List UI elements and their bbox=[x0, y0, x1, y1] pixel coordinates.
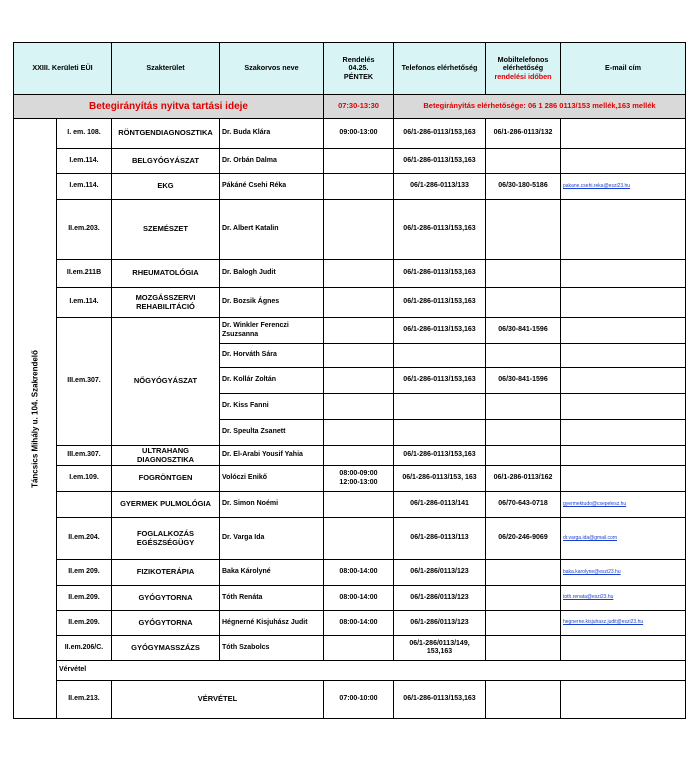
table-row bbox=[14, 586, 686, 611]
room-cell: II.em.209. bbox=[57, 611, 112, 636]
schedule-table bbox=[13, 42, 686, 719]
room-cell: II.em.204. bbox=[57, 518, 112, 560]
banner-phone: Betegirányítás elérhetősége: 06 1 286 0113/153 mellék,163 mellék bbox=[394, 95, 686, 119]
phone-cell: 06/1-286-0113/113 bbox=[394, 518, 486, 560]
section-label: Vérvétel bbox=[57, 661, 686, 681]
hours-cell bbox=[324, 394, 394, 420]
phone-cell: 06/1-286/0113/123 bbox=[394, 560, 486, 586]
email-cell: pakane.csehi.reka@eszi23.hu bbox=[561, 174, 686, 200]
mobile-cell: 06/70-643-0718 bbox=[486, 492, 561, 518]
doctor-cell: Dr. Kollár Zoltán bbox=[220, 368, 324, 394]
phone-cell: 06/1-286-0113/153,163 bbox=[394, 200, 486, 260]
specialty-cell: SZEMÉSZET bbox=[112, 200, 220, 260]
hours-cell bbox=[324, 344, 394, 368]
doctor-cell: Baka Károlyné bbox=[220, 560, 324, 586]
room-cell: III.em.307. bbox=[57, 318, 112, 446]
table-row bbox=[14, 611, 686, 636]
room-cell: I.em.109. bbox=[57, 466, 112, 492]
email-cell bbox=[561, 200, 686, 260]
mobile-cell bbox=[486, 611, 561, 636]
header-specialty: Szakterület bbox=[112, 43, 220, 95]
email-cell bbox=[561, 368, 686, 394]
mobile-cell bbox=[486, 394, 561, 420]
header-mobile-line2: rendelési időben bbox=[494, 71, 552, 81]
doctor-cell: Dr. Albert Katalin bbox=[220, 200, 324, 260]
email-cell bbox=[561, 681, 686, 719]
section-row bbox=[14, 661, 686, 681]
phone-cell: 06/1-286-0113/153,163 bbox=[394, 288, 486, 318]
specialty-cell: RHEUMATOLÓGIA bbox=[112, 260, 220, 288]
table-row bbox=[14, 174, 686, 200]
mobile-cell bbox=[486, 636, 561, 661]
hours-cell bbox=[324, 174, 394, 200]
doctor-cell: Hégnerné Kisjuhász Judit bbox=[220, 611, 324, 636]
doctor-cell: Dr. Winkler Ferenczi Zsuzsanna bbox=[220, 318, 324, 344]
hours-cell bbox=[324, 149, 394, 174]
table-row bbox=[14, 518, 686, 560]
hours-cell bbox=[324, 288, 394, 318]
phone-cell: 06/1-286/0113/123 bbox=[394, 611, 486, 636]
phone-cell: 06/1-286-0113/141 bbox=[394, 492, 486, 518]
table-row bbox=[14, 318, 686, 344]
phone-cell: 06/1-286-0113/153, 163 bbox=[394, 466, 486, 492]
doctor-cell: Dr. Bozsik Ágnes bbox=[220, 288, 324, 318]
hours-cell: 07:00-10:00 bbox=[324, 681, 394, 719]
email-cell bbox=[561, 636, 686, 661]
doctor-cell: Tóth Renáta bbox=[220, 586, 324, 611]
doctor-cell: Dr. Buda Klára bbox=[220, 119, 324, 149]
phone-cell bbox=[394, 420, 486, 446]
mobile-cell bbox=[486, 560, 561, 586]
email-cell: gyermektudo@csepelesz.hu bbox=[561, 492, 686, 518]
room-cell: II.em.209. bbox=[57, 586, 112, 611]
table-row bbox=[14, 288, 686, 318]
table-row bbox=[14, 560, 686, 586]
hours-cell bbox=[324, 368, 394, 394]
email-cell bbox=[561, 466, 686, 492]
room-cell bbox=[57, 492, 112, 518]
email-cell bbox=[561, 149, 686, 174]
phone-cell: 06/1-286-0113/153,163 bbox=[394, 119, 486, 149]
specialty-cell: NŐGYÓGYÁSZAT bbox=[112, 318, 220, 446]
email-cell bbox=[561, 318, 686, 344]
phone-cell bbox=[394, 344, 486, 368]
hours-cell bbox=[324, 636, 394, 661]
header-district: XXIII. Kerületi EÜI bbox=[14, 43, 112, 95]
header-doctor: Szakorvos neve bbox=[220, 43, 324, 95]
doctor-cell: Dr. Orbán Dalma bbox=[220, 149, 324, 174]
mobile-cell bbox=[486, 420, 561, 446]
specialty-cell: GYÓGYTORNA bbox=[112, 586, 220, 611]
email-cell: hegnerne.kisjuhasz.judit@eszi23.hu bbox=[561, 611, 686, 636]
email-cell: dr.varga.ida@gmail.com bbox=[561, 518, 686, 560]
table-row bbox=[14, 681, 686, 719]
table-row bbox=[14, 119, 686, 149]
room-cell: I. em. 108. bbox=[57, 119, 112, 149]
doctor-cell: Dr. Balogh Judit bbox=[220, 260, 324, 288]
room-cell: III.em.307. bbox=[57, 446, 112, 466]
phone-cell: 06/1-286/0113/123 bbox=[394, 586, 486, 611]
room-cell: II.em 209. bbox=[57, 560, 112, 586]
hours-cell: 08:00-14:00 bbox=[324, 611, 394, 636]
phone-cell bbox=[394, 394, 486, 420]
phone-cell: 06/1-286-0113/153,163 bbox=[394, 446, 486, 466]
specialty-cell: RÖNTGENDIAGNOSZTIKA bbox=[112, 119, 220, 149]
specialty-cell: GYERMEK PULMOLÓGIA bbox=[112, 492, 220, 518]
header-mobile-line1: Mobiltelefonos elérhetőség bbox=[497, 55, 549, 73]
hours-cell bbox=[324, 260, 394, 288]
mobile-cell bbox=[486, 344, 561, 368]
hours-cell: 08:00-14:00 bbox=[324, 586, 394, 611]
hours-cell bbox=[324, 200, 394, 260]
mobile-cell bbox=[486, 446, 561, 466]
specialty-cell: ULTRAHANG DIAGNOSZTIKA bbox=[112, 446, 220, 466]
specialty-cell: MOZGÁSSZERVI REHABILITÁCIÓ bbox=[112, 288, 220, 318]
header-email: E-mail cím bbox=[561, 43, 686, 95]
email-cell bbox=[561, 446, 686, 466]
header-phone: Telefonos elérhetőség bbox=[394, 43, 486, 95]
doctor-cell: Dr. Speulta Zsanett bbox=[220, 420, 324, 446]
email-cell bbox=[561, 260, 686, 288]
hours-cell bbox=[324, 492, 394, 518]
mobile-cell: 06/30-841-1596 bbox=[486, 318, 561, 344]
room-cell: II.em.211B bbox=[57, 260, 112, 288]
banner-title: Betegirányítás nyitva tartási ideje bbox=[14, 95, 324, 119]
banner-hours: 07:30-13:30 bbox=[324, 95, 394, 119]
hours-cell bbox=[324, 518, 394, 560]
mobile-cell bbox=[486, 288, 561, 318]
specialty-cell: VÉRVÉTEL bbox=[112, 681, 324, 719]
doctor-cell: Dr. Varga Ida bbox=[220, 518, 324, 560]
mobile-cell bbox=[486, 586, 561, 611]
hours-cell: 08:00-09:00 12:00-13:00 bbox=[324, 466, 394, 492]
phone-cell: 06/1-286-0113/153,163 bbox=[394, 149, 486, 174]
mobile-cell bbox=[486, 681, 561, 719]
email-cell: toth.renata@eszi23.hu bbox=[561, 586, 686, 611]
specialty-cell: FOGRÖNTGEN bbox=[112, 466, 220, 492]
phone-cell: 06/1-286-0113/133 bbox=[394, 174, 486, 200]
mobile-cell: 06/1-286-0113/162 bbox=[486, 466, 561, 492]
doctor-cell: Dr. Horváth Sára bbox=[220, 344, 324, 368]
location-label: Táncsics Mihály u. 104. Szakrendelő bbox=[30, 349, 40, 488]
location-cell bbox=[14, 119, 57, 719]
specialty-cell: GYÓGYTORNA bbox=[112, 611, 220, 636]
specialty-cell: GYÓGYMASSZÁZS bbox=[112, 636, 220, 661]
doctor-cell: Dr. El-Arabi Yousif Yahia bbox=[220, 446, 324, 466]
email-cell: baka.karolyne@eszi23.hu bbox=[561, 560, 686, 586]
specialty-cell: EKG bbox=[112, 174, 220, 200]
header-mobile bbox=[486, 43, 561, 95]
mobile-cell: 06/30-841-1596 bbox=[486, 368, 561, 394]
mobile-cell: 06/20-246-9069 bbox=[486, 518, 561, 560]
doctor-cell: Dr. Kiss Fanni bbox=[220, 394, 324, 420]
room-cell: I.em.114. bbox=[57, 174, 112, 200]
mobile-cell bbox=[486, 260, 561, 288]
doctor-cell: Volóczi Enikő bbox=[220, 466, 324, 492]
table-body bbox=[14, 95, 686, 719]
mobile-cell bbox=[486, 200, 561, 260]
table-row bbox=[14, 466, 686, 492]
table-row bbox=[14, 636, 686, 661]
mobile-cell: 06/30-180-5186 bbox=[486, 174, 561, 200]
header-date: Rendelés 04.25. PÉNTEK bbox=[324, 43, 394, 95]
specialty-cell: FIZIKOTERÁPIA bbox=[112, 560, 220, 586]
header-row bbox=[14, 43, 686, 95]
table-row bbox=[14, 446, 686, 466]
table-row bbox=[14, 200, 686, 260]
doctor-cell: Tóth Szabolcs bbox=[220, 636, 324, 661]
table-row bbox=[14, 149, 686, 174]
email-cell bbox=[561, 119, 686, 149]
table-row bbox=[14, 260, 686, 288]
doctor-cell: Pákáné Csehi Réka bbox=[220, 174, 324, 200]
mobile-cell bbox=[486, 149, 561, 174]
room-cell: I.em.114. bbox=[57, 149, 112, 174]
room-cell: II.em.213. bbox=[57, 681, 112, 719]
hours-cell bbox=[324, 318, 394, 344]
phone-cell: 06/1-286-0113/153,163 bbox=[394, 681, 486, 719]
specialty-cell: FOGLALKOZÁS EGÉSZSÉGÜGY bbox=[112, 518, 220, 560]
hours-cell: 08:00-14:00 bbox=[324, 560, 394, 586]
email-cell bbox=[561, 288, 686, 318]
room-cell: II.em.203. bbox=[57, 200, 112, 260]
banner-row bbox=[14, 95, 686, 119]
specialty-cell: BELGYÓGYÁSZAT bbox=[112, 149, 220, 174]
room-cell: II.em.206/C. bbox=[57, 636, 112, 661]
hours-cell bbox=[324, 446, 394, 466]
doctor-cell: Dr. Simon Noémi bbox=[220, 492, 324, 518]
phone-cell: 06/1-286-0113/153,163 bbox=[394, 318, 486, 344]
email-cell bbox=[561, 394, 686, 420]
email-cell bbox=[561, 344, 686, 368]
phone-cell: 06/1-286-0113/153,163 bbox=[394, 260, 486, 288]
hours-cell bbox=[324, 420, 394, 446]
email-cell bbox=[561, 420, 686, 446]
room-cell: I.em.114. bbox=[57, 288, 112, 318]
phone-cell: 06/1-286/0113/149, 153,163 bbox=[394, 636, 486, 661]
mobile-cell: 06/1-286-0113/132 bbox=[486, 119, 561, 149]
phone-cell: 06/1-286-0113/153,163 bbox=[394, 368, 486, 394]
table-row bbox=[14, 492, 686, 518]
hours-cell: 09:00-13:00 bbox=[324, 119, 394, 149]
